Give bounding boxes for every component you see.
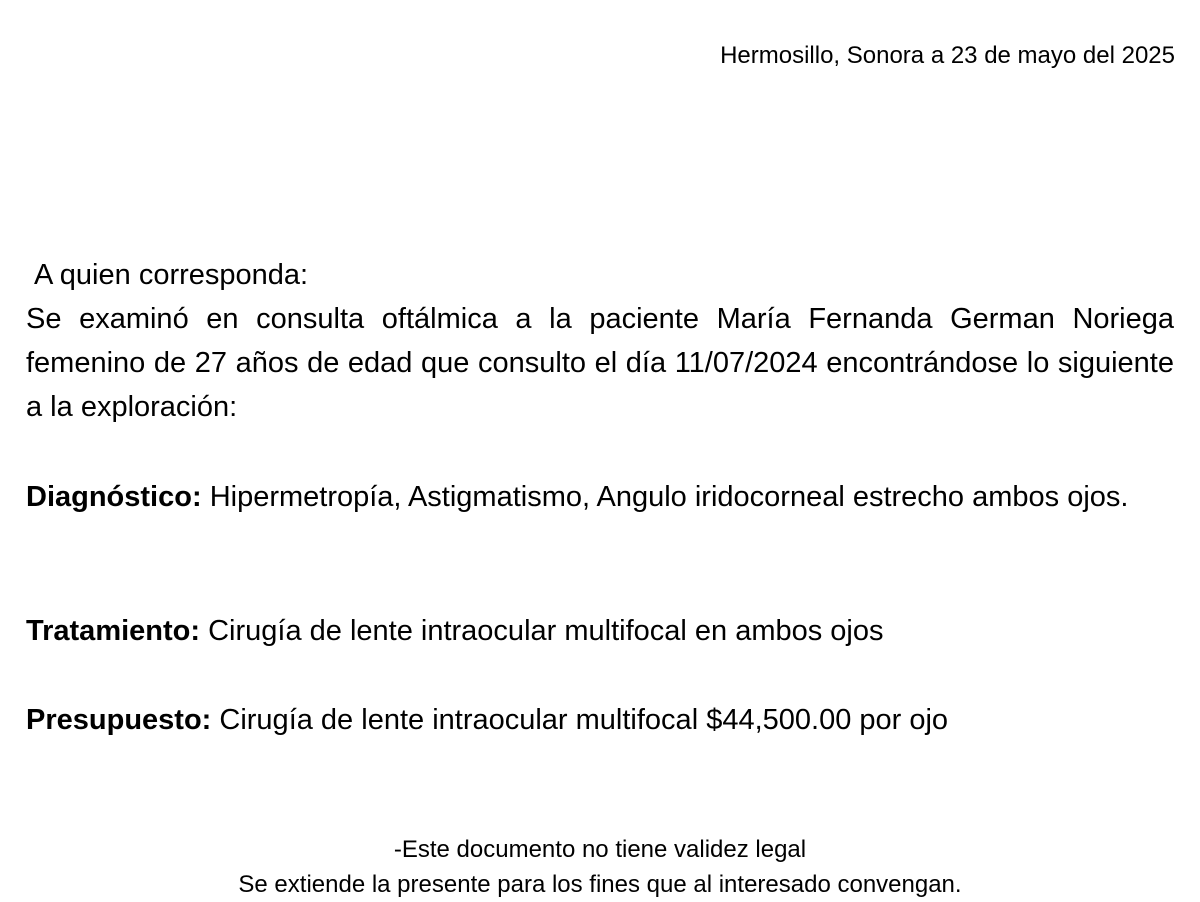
budget-label: Presupuesto: [26,704,212,736]
treatment-text: Cirugía de lente intraocular multifocal en ambos ojos [208,615,884,647]
intro-paragraph: Se examinó en consulta oftálmica a la paciente María Fernanda German Noriega femenino de 27 años de edad que consulto el día 11/07/2024 encontrándose lo siguiente a la exploración: [26,303,1174,423]
treatment-label: Tratamiento: [26,615,201,647]
budget-text: Cirugía de lente intraocular multifocal $44,500.00 por ojo [219,704,949,736]
diagnosis-text: Hipermetropía, Astigmatismo, Angulo iridocorneal estrecho ambos ojos. [209,481,1129,513]
budget-paragraph [26,698,1174,742]
diagnosis-paragraph [26,475,1174,519]
legal-disclaimer: -Este documento no tiene validez legal [393,836,807,863]
place-and-date: Hermosillo, Sonora a 23 de mayo del 2025 [720,42,1175,69]
treatment-paragraph [26,609,1174,653]
salutation: A quien corresponda: [34,259,309,291]
closing-statement: Se extiende la presente para los fines que al interesado convengan. [238,871,962,898]
diagnosis-label: Diagnóstico: [26,481,202,513]
